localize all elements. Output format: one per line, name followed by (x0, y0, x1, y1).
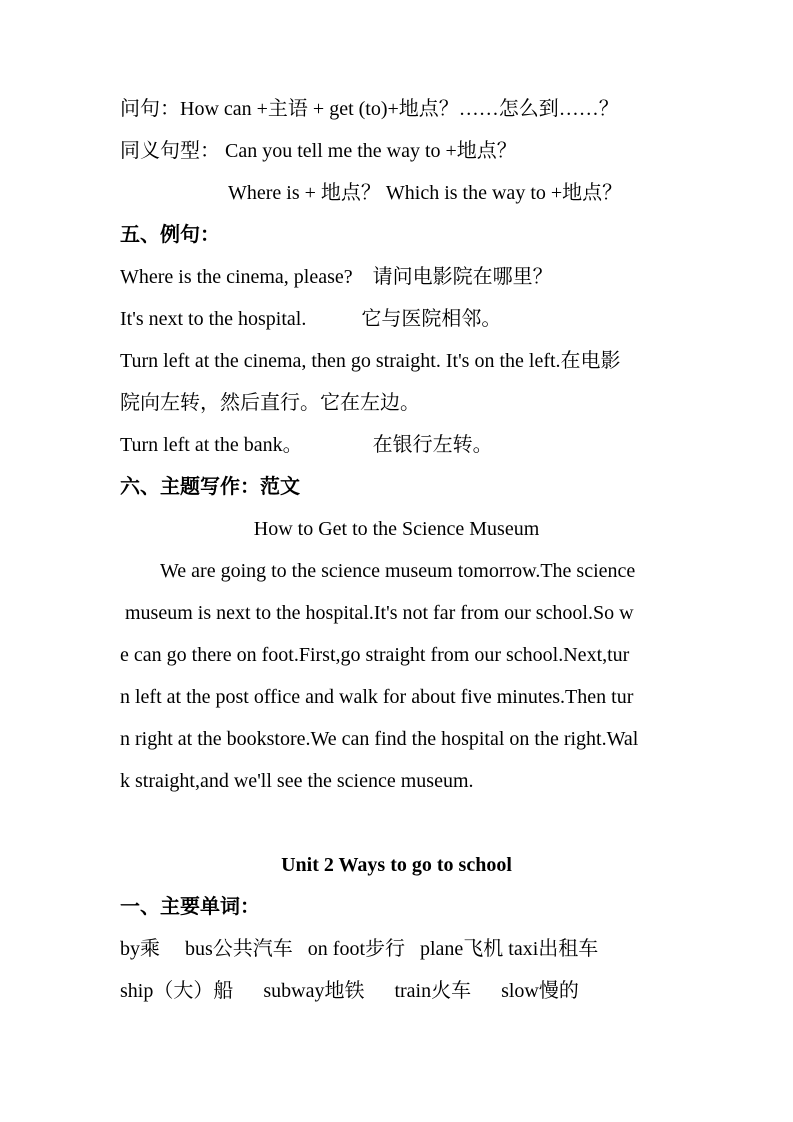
essay-line-3: e can go there on foot.First,go straight from our school.Next,tur (120, 644, 630, 666)
example-line-4: Turn left at the bank。 在银行左转。 (120, 434, 493, 456)
example-line-3-wrap: 院向左转，然后直行。它在左边。 (120, 392, 420, 414)
vocab-line-2: ship（大）船 subway地铁 train火车 slow慢的 (120, 980, 579, 1002)
section-1-heading: 一、主要单词： (120, 896, 260, 918)
example-line-2: It's next to the hospital. 它与医院相邻。 (120, 308, 502, 330)
vocab-line-1: by乘 bus公共汽车 on foot步行 plane飞机 taxi出租车 (120, 938, 599, 960)
section-5-heading: 五、例句： (120, 224, 220, 246)
section-6-heading: 六、主题写作：范文 (120, 476, 300, 498)
essay-line-4: n left at the post office and walk for about five minutes.Then tur (120, 686, 634, 708)
essay-line-2: museum is next to the hospital.It's not far from our school.So w (120, 602, 634, 624)
essay-line-6: k straight,and we'll see the science museum. (120, 770, 474, 792)
example-line-3: Turn left at the cinema, then go straight. It's on the left.在电影 (120, 350, 621, 372)
synonym-pattern-line: 同义句型： Can you tell me the way to +地点？ (120, 140, 517, 162)
question-pattern-line: 问句：How can +主语 + get (to)+地点？……怎么到……？ (120, 98, 619, 120)
synonym-pattern-line-2: Where is + 地点？ Which is the way to +地点？ (228, 182, 623, 204)
document-body (120, 88, 693, 1012)
essay-line-5: n right at the bookstore.We can find the hospital on the right.Wal (120, 728, 639, 750)
essay-line-1: We are going to the science museum tomorrow.The science (160, 560, 636, 582)
example-line-1: Where is the cinema, please? 请问电影院在哪里？ (120, 266, 553, 288)
unit-2-title: Unit 2 Ways to go to school (281, 854, 512, 876)
essay-title: How to Get to the Science Museum (253, 518, 540, 540)
